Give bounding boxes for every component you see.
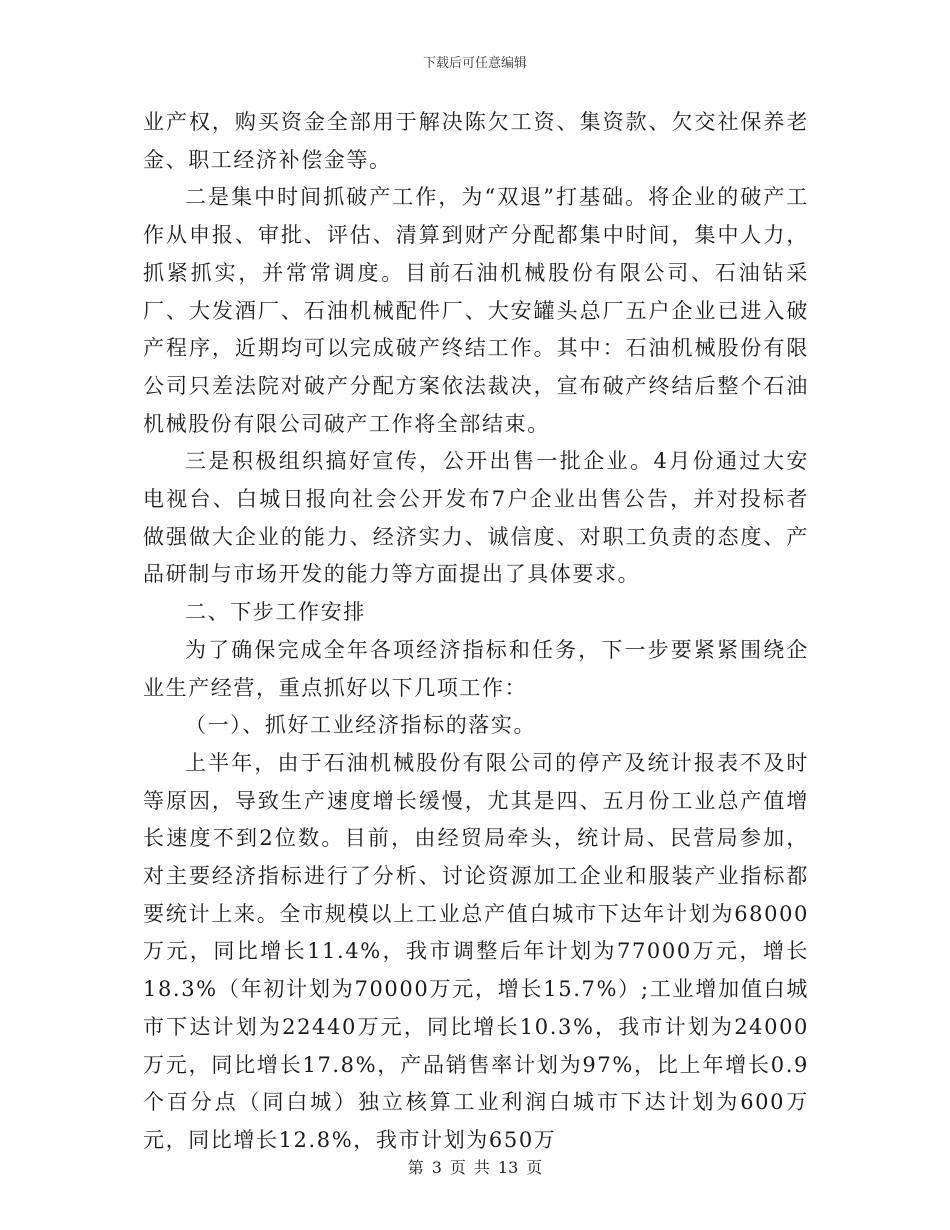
footer-suffix: 页 xyxy=(526,1158,543,1177)
paragraph-first-half-review: 上半年，由于石油机械股份有限公司的停产及统计报表不及时等原因，导致生产速度增长缓慢，尤其是四、五月份工业总产值增长速度不到2位数。目前，由经贸局牵头，统计局、民营局参加，对主要经济指标进行了分析、讨论资源加工企业和服装产业指标都要统计上来。全市规模以上工业总产值白城市下达年计划为68000万元，同比增长11.4%，我市调整后年计划为77000万元，增长18.3%（年初计划为70000万元，增长15.7%）;工业增加值白城市下达计划为22440万元，同比增长10.3%，我市计划为24000万元，同比增长17.8%，产品销售率计划为97%，比上年增长0.9个百分点（同白城）独立核算工业利润白城市下达计划为600万元，同比增长12.8%，我市计划为650万 xyxy=(143,750,809,1152)
page-footer xyxy=(0,1155,950,1178)
footer-total-word: 共 xyxy=(473,1158,490,1177)
footer-prefix: 第 xyxy=(407,1158,424,1177)
paragraph-intro-tasks: 为了确保完成全年各项经济指标和任务，下一步要紧紧围绕企业生产经营，重点抓好以下几项工作： xyxy=(143,637,809,700)
footer-current-page: 3 xyxy=(431,1158,442,1177)
section-heading-next-steps: 二、下步工作安排 xyxy=(185,600,366,625)
document-body xyxy=(143,104,809,1160)
footer-total-pages: 13 xyxy=(497,1158,519,1177)
paragraph-bankruptcy-work: 二是集中时间抓破产工作，为“双退”打基础。将企业的破产工作从申报、审批、评估、清算到财产分配都集中时间，集中人力，抓紧抓实，并常常调度。目前石油机械股份有限公司、石油钻采厂、大发酒厂、石油机械配件厂、大安罐头总厂五户企业已进入破产程序，近期均可以完成破产终结工作。其中：石油机械股份有限公司只差法院对破产分配方案依法裁决，宣布破产终结后整个石油机械股份有限公司破产工作将全部结束。 xyxy=(143,185,809,436)
paragraph-continuation: 业产权，购买资金全部用于解决陈欠工资、集资款、欠交社保养老金、职工经济补偿金等。 xyxy=(143,110,809,172)
page-header: 下载后可任意编辑 xyxy=(422,56,527,71)
paragraph-enterprise-sale: 三是积极组织搞好宣传，公开出售一批企业。4月份通过大安电视台、白城日报向社会公开发布7户企业出售公告，并对投标者做强做大企业的能力、经济实力、诚信度、对职工负责的态度、产品研制与市场开发的能力等方面提出了具体要求。 xyxy=(143,449,809,587)
subheading-industrial-indicators: （一）、抓好工业经济指标的落实。 xyxy=(185,713,537,738)
footer-page-word: 页 xyxy=(449,1158,466,1177)
